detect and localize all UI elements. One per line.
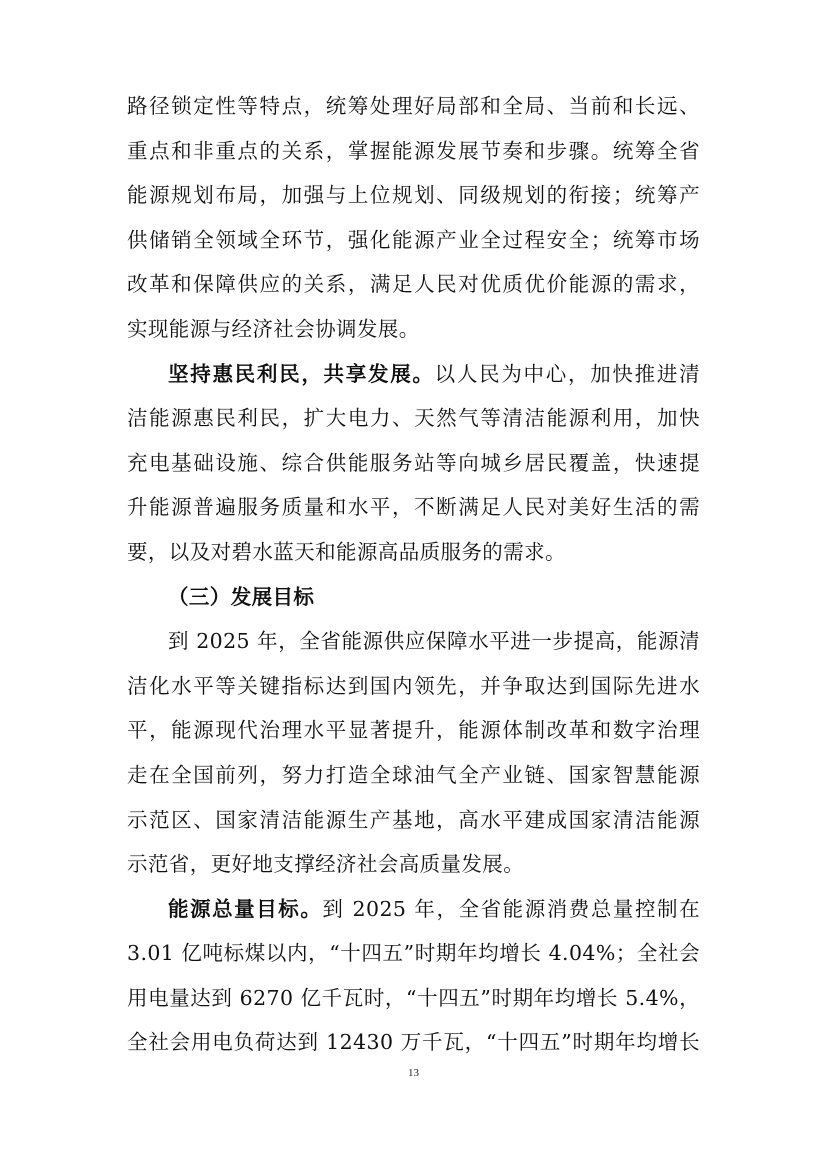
paragraph-2-line-2: 洁能源惠民利民，扩大电力、天然气等清洁能源利用，加快 [127, 406, 700, 431]
paragraph-1-line-6: 实现能源与经济社会协调发展。 [127, 316, 420, 341]
paragraph-4-line-2: 3.01 亿吨标煤以内，“十四五”时期年均增长 4.04%；全社会 [127, 941, 700, 966]
paragraph-3-line-2: 洁化水平等关键指标达到国内领先，并争取达到国际先进水 [127, 673, 700, 698]
paragraph-2-lead: 坚持惠民利民，共享发展。 [168, 361, 435, 386]
paragraph-2-line-1 [127, 352, 700, 397]
paragraph-4-line-1-text: 到 2025 年，全省能源消费总量控制在 [322, 896, 701, 921]
paragraph-1-line-2: 重点和非重点的关系，掌握能源发展节奏和步骤。统筹全省 [127, 138, 700, 163]
document-page [127, 84, 700, 1065]
paragraph-3-line-1: 到 2025 年，全省能源供应保障水平进一步提高，能源清 [168, 629, 700, 654]
paragraph-2-line-5: 要，以及对碧水蓝天和能源高品质服务的需求。 [127, 539, 566, 564]
paragraph-4-line-4: 全社会用电负荷达到 12430 万千瓦，“十四五”时期年均增长 [127, 1030, 700, 1055]
paragraph-1-line-1: 路径锁定性等特点，统筹处理好局部和全局、当前和长远、 [127, 94, 700, 118]
paragraph-1-line-4: 供储销全领域全环节，强化能源产业全过程安全；统筹市场 [127, 227, 700, 252]
paragraph-3-line-5: 示范区、国家清洁能源生产基地，高水平建成国家清洁能源 [127, 807, 700, 832]
paragraph-3-line-3: 平，能源现代治理水平显著提升，能源体制改革和数字治理 [127, 718, 700, 743]
page-number: 13 [408, 1067, 419, 1079]
paragraph-3-line-6: 示范省，更好地支撑经济社会高质量发展。 [127, 852, 525, 877]
paragraph-4-lead: 能源总量目标。 [168, 896, 323, 921]
paragraph-4-line-3: 用电量达到 6270 亿千瓦时，“十四五”时期年均增长 5.4%， [127, 985, 700, 1010]
section-heading: （三）发展目标 [168, 584, 315, 609]
paragraph-4-line-1 [127, 887, 700, 932]
paragraph-1-line-3: 能源规划布局，加强与上位规划、同级规划的衔接；统筹产 [127, 183, 700, 208]
paragraph-3-line-4: 走在全国前列，努力打造全球油气全产业链、国家智慧能源 [127, 762, 700, 787]
paragraph-1-line-5: 改革和保障供应的关系，满足人民对优质优价能源的需求， [127, 272, 700, 297]
paragraph-2-line-1-text: 以人民为中心，加快推进清 [434, 361, 700, 386]
paragraph-2-line-4: 升能源普遍服务质量和水平，不断满足人民对美好生活的需 [127, 495, 700, 520]
paragraph-2-line-3: 充电基础设施、综合供能服务站等向城乡居民覆盖，快速提 [127, 450, 700, 475]
